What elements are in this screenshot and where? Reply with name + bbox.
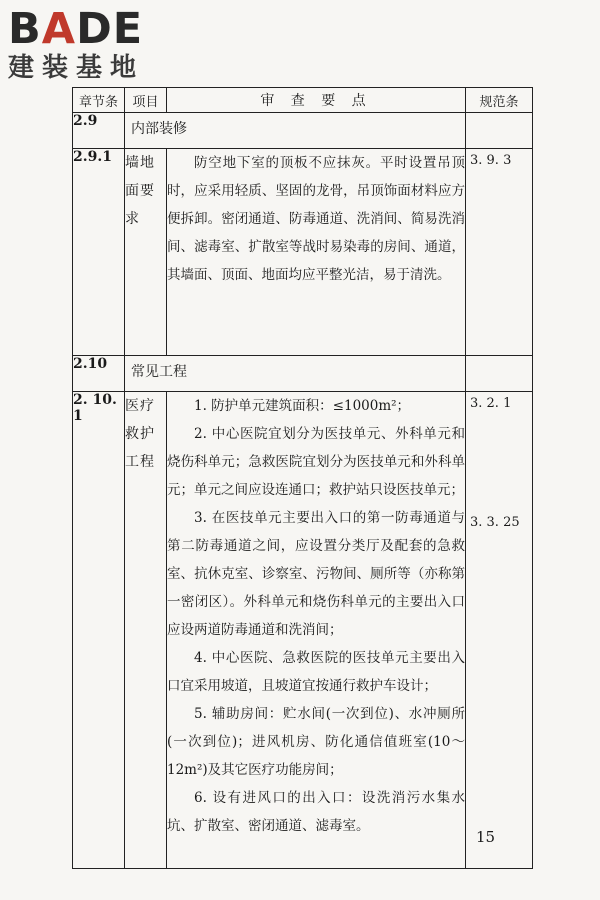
table-row bbox=[73, 149, 533, 356]
header-review-points: 审 查 要 点 bbox=[167, 88, 466, 113]
review-paragraph: 6. 设有进风口的出入口：设洗消污水集水坑、扩散室、密闭通道、滤毒室。 bbox=[167, 790, 465, 834]
bade-logo bbox=[8, 4, 183, 90]
table-row bbox=[73, 392, 533, 869]
section-number: 2.10 bbox=[73, 356, 125, 392]
code-clause-cell bbox=[466, 392, 533, 869]
empty-cell bbox=[466, 113, 533, 149]
code-clause: 3. 2. 1 bbox=[470, 396, 512, 411]
review-text bbox=[167, 392, 466, 869]
section-number: 2.9 bbox=[73, 113, 125, 149]
logo-wordmark: BADE bbox=[8, 4, 144, 54]
review-paragraph: 防空地下室的顶板不应抹灰。平时设置吊顶时，应采用轻质、坚固的龙骨，吊顶饰面材料应方便拆卸。密闭通道、防毒通道、洗消间、简易洗消间、滤毒室、扩散室等战时易染毒的房间、通道，其墙面、顶面、地面均应平整光洁，易于清洗。 bbox=[167, 155, 465, 283]
review-paragraph: 1. 防护单元建筑面积：≤1000m²； bbox=[194, 398, 411, 414]
header-section: 章节条 bbox=[73, 88, 125, 113]
item-name: 墙地面要求 bbox=[125, 149, 167, 356]
review-paragraph: 4. 中心医院、急救医院的医技单元主要出入口宜采用坡道，且坡道宜按通行救护车设计； bbox=[167, 650, 465, 694]
review-text bbox=[167, 149, 466, 356]
code-clause-cell bbox=[466, 149, 533, 356]
review-points-table bbox=[72, 87, 533, 869]
clause-number: 2. 10. 1 bbox=[73, 392, 125, 869]
item-name: 医疗救护工程 bbox=[125, 392, 167, 869]
header-item: 项目 bbox=[125, 88, 167, 113]
review-paragraph: 2. 中心医院宜划分为医技单元、外科单元和烧伤科单元；急救医院宜划分为医技单元和外科单元；单元之间应设连通口；救护站只设医技单元； bbox=[167, 426, 465, 498]
review-paragraph: 5. 辅助房间：贮水间(一次到位)、水冲厕所(一次到位)；进风机房、防化通信值班室(10～12m²)及其它医疗功能房间； bbox=[167, 706, 465, 778]
section-title: 常见工程 bbox=[125, 356, 466, 392]
code-clause: 3. 9. 3 bbox=[470, 153, 512, 168]
section-row bbox=[73, 356, 533, 392]
review-paragraph: 3. 在医技单元主要出入口的第一防毒通道与第二防毒通道之间，应设置分类厅及配套的急救室、抗休克室、诊察室、污物间、厕所等（亦称第一密闭区）。外科单元和烧伤科单元的主要出入口应设两道防毒通道和洗消间； bbox=[167, 510, 465, 638]
section-title: 内部装修 bbox=[125, 113, 466, 149]
header-code-clause: 规范条 bbox=[466, 88, 533, 113]
logo-subtitle: 建装基地 bbox=[8, 53, 145, 83]
page-number: 15 bbox=[476, 828, 496, 846]
clause-number: 2.9.1 bbox=[73, 149, 125, 356]
section-row bbox=[73, 113, 533, 149]
table-header-row bbox=[73, 88, 533, 113]
code-clause: 3. 3. 25 bbox=[470, 515, 520, 530]
empty-cell bbox=[466, 356, 533, 392]
